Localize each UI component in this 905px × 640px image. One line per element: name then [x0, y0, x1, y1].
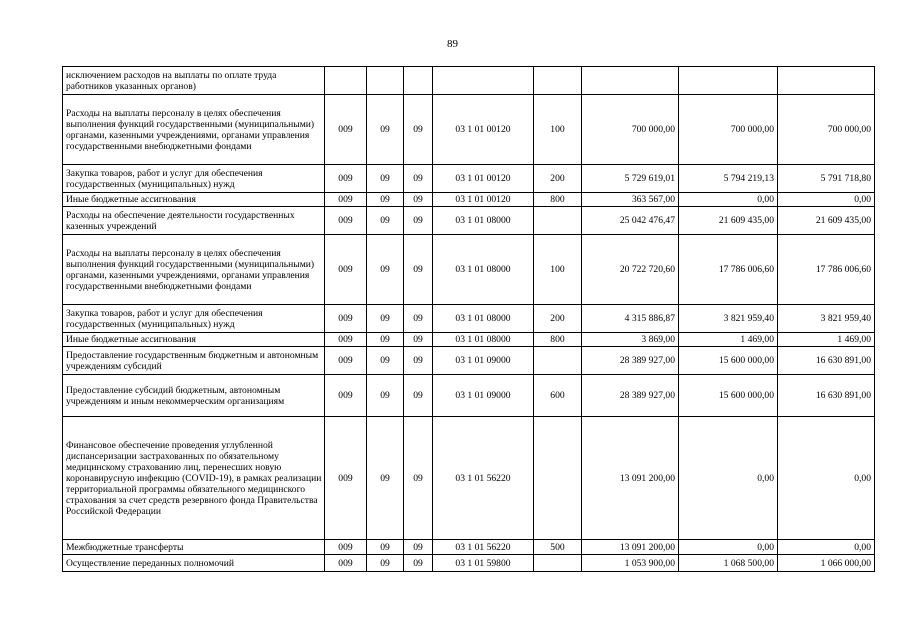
table-row	[63, 207, 875, 235]
subsection-code-cell: 09	[404, 347, 433, 375]
subsection-code-cell	[404, 67, 433, 95]
ministry-code-cell: 009	[325, 305, 367, 333]
amount-year3-cell: 17 786 006,60	[778, 235, 875, 305]
expense-name-cell: Предоставление субсидий бюджетным, автономным учреждениям и иным некоммерческим организациям	[63, 375, 325, 417]
amount-year3-cell: 700 000,00	[778, 95, 875, 165]
target-article-cell: 03 1 01 08000	[433, 235, 534, 305]
expense-name-cell: Финансовое обеспечение проведения углубленной диспансеризации застрахованных по обязательному медицинскому страхованию лиц, перенесших новую коронавирусную инфекцию (COVID-19), в рамках реализации территориальной программы обязательного медицинского страхования за счет средств резервного фонда Правительства Российской Федерации	[63, 417, 325, 540]
section-code-cell: 09	[367, 193, 404, 207]
amount-year2-cell: 0,00	[679, 193, 778, 207]
expense-name-cell: Закупка товаров, работ и услуг для обеспечения государственных (муниципальных) нужд	[63, 165, 325, 193]
section-code-cell: 09	[367, 333, 404, 347]
budget-table-body	[63, 67, 875, 572]
amount-year1-cell: 28 389 927,00	[582, 347, 679, 375]
expense-type-cell: 800	[534, 333, 582, 347]
amount-year3-cell: 5 791 718,80	[778, 165, 875, 193]
amount-year3-cell: 3 821 959,40	[778, 305, 875, 333]
subsection-code-cell: 09	[404, 207, 433, 235]
amount-year1-cell: 363 567,00	[582, 193, 679, 207]
amount-year1-cell: 700 000,00	[582, 95, 679, 165]
ministry-code-cell: 009	[325, 95, 367, 165]
amount-year3-cell: 16 630 891,00	[778, 347, 875, 375]
section-code-cell: 09	[367, 540, 404, 555]
subsection-code-cell: 09	[404, 540, 433, 555]
target-article-cell: 03 1 01 00120	[433, 165, 534, 193]
table-row	[63, 235, 875, 305]
subsection-code-cell: 09	[404, 95, 433, 165]
budget-table	[62, 66, 875, 572]
amount-year3-cell: 1 469,00	[778, 333, 875, 347]
table-row	[63, 165, 875, 193]
section-code-cell: 09	[367, 347, 404, 375]
target-article-cell: 03 1 01 00120	[433, 193, 534, 207]
subsection-code-cell: 09	[404, 555, 433, 572]
expense-type-cell	[534, 67, 582, 95]
amount-year1-cell: 28 389 927,00	[582, 375, 679, 417]
target-article-cell: 03 1 01 56220	[433, 540, 534, 555]
amount-year1-cell: 13 091 200,00	[582, 417, 679, 540]
section-code-cell	[367, 67, 404, 95]
table-row	[63, 305, 875, 333]
table-row	[63, 375, 875, 417]
expense-type-cell: 200	[534, 165, 582, 193]
subsection-code-cell: 09	[404, 193, 433, 207]
amount-year3-cell: 0,00	[778, 193, 875, 207]
amount-year2-cell: 0,00	[679, 417, 778, 540]
amount-year3-cell: 16 630 891,00	[778, 375, 875, 417]
amount-year2-cell: 17 786 006,60	[679, 235, 778, 305]
amount-year1-cell: 13 091 200,00	[582, 540, 679, 555]
amount-year3-cell	[778, 67, 875, 95]
expense-name-cell: исключением расходов на выплаты по оплате труда работников указанных органов)	[63, 67, 325, 95]
amount-year1-cell: 5 729 619,01	[582, 165, 679, 193]
table-row	[63, 67, 875, 95]
table-row	[63, 347, 875, 375]
ministry-code-cell: 009	[325, 417, 367, 540]
section-code-cell: 09	[367, 305, 404, 333]
amount-year2-cell: 15 600 000,00	[679, 375, 778, 417]
expense-type-cell: 200	[534, 305, 582, 333]
expense-type-cell	[534, 417, 582, 540]
expense-name-cell: Межбюджетные трансферты	[63, 540, 325, 555]
amount-year1-cell: 3 869,00	[582, 333, 679, 347]
target-article-cell	[433, 67, 534, 95]
amount-year1-cell: 1 053 900,00	[582, 555, 679, 572]
expense-type-cell	[534, 555, 582, 572]
amount-year3-cell: 0,00	[778, 417, 875, 540]
expense-type-cell: 100	[534, 235, 582, 305]
amount-year2-cell: 700 000,00	[679, 95, 778, 165]
ministry-code-cell: 009	[325, 193, 367, 207]
ministry-code-cell: 009	[325, 347, 367, 375]
amount-year2-cell: 0,00	[679, 540, 778, 555]
amount-year3-cell: 1 066 000,00	[778, 555, 875, 572]
section-code-cell: 09	[367, 375, 404, 417]
expense-name-cell: Закупка товаров, работ и услуг для обеспечения государственных (муниципальных) нужд	[63, 305, 325, 333]
amount-year2-cell: 1 469,00	[679, 333, 778, 347]
amount-year2-cell	[679, 67, 778, 95]
amount-year1-cell: 25 042 476,47	[582, 207, 679, 235]
section-code-cell: 09	[367, 95, 404, 165]
ministry-code-cell: 009	[325, 207, 367, 235]
subsection-code-cell: 09	[404, 417, 433, 540]
target-article-cell: 03 1 01 08000	[433, 333, 534, 347]
amount-year3-cell: 0,00	[778, 540, 875, 555]
expense-type-cell: 500	[534, 540, 582, 555]
expense-type-cell: 100	[534, 95, 582, 165]
amount-year1-cell	[582, 67, 679, 95]
subsection-code-cell: 09	[404, 235, 433, 305]
table-row	[63, 555, 875, 572]
ministry-code-cell: 009	[325, 555, 367, 572]
section-code-cell: 09	[367, 165, 404, 193]
expense-name-cell: Расходы на выплаты персоналу в целях обеспечения выполнения функций государственными (муниципальными) органами, казенными учреждениями, органами управления государственными внебюджетными фондами	[63, 95, 325, 165]
ministry-code-cell: 009	[325, 165, 367, 193]
amount-year1-cell: 20 722 720,60	[582, 235, 679, 305]
target-article-cell: 03 1 01 56220	[433, 417, 534, 540]
amount-year2-cell: 1 068 500,00	[679, 555, 778, 572]
page-number: 89	[447, 38, 458, 50]
subsection-code-cell: 09	[404, 333, 433, 347]
amount-year2-cell: 21 609 435,00	[679, 207, 778, 235]
expense-name-cell: Осуществление переданных полномочий	[63, 555, 325, 572]
section-code-cell: 09	[367, 417, 404, 540]
table-row	[63, 540, 875, 555]
subsection-code-cell: 09	[404, 375, 433, 417]
subsection-code-cell: 09	[404, 305, 433, 333]
ministry-code-cell: 009	[325, 235, 367, 305]
expense-name-cell: Расходы на выплаты персоналу в целях обеспечения выполнения функций государственными (муниципальными) органами, казенными учреждениями, органами управления государственными внебюджетными фондами	[63, 235, 325, 305]
table-row	[63, 333, 875, 347]
target-article-cell: 03 1 01 08000	[433, 305, 534, 333]
expense-type-cell	[534, 207, 582, 235]
section-code-cell: 09	[367, 555, 404, 572]
section-code-cell: 09	[367, 235, 404, 305]
amount-year1-cell: 4 315 886,87	[582, 305, 679, 333]
expense-type-cell	[534, 347, 582, 375]
amount-year2-cell: 15 600 000,00	[679, 347, 778, 375]
expense-name-cell: Расходы на обеспечение деятельности государственных казенных учреждений	[63, 207, 325, 235]
target-article-cell: 03 1 01 00120	[433, 95, 534, 165]
ministry-code-cell	[325, 67, 367, 95]
subsection-code-cell: 09	[404, 165, 433, 193]
expense-type-cell: 600	[534, 375, 582, 417]
target-article-cell: 03 1 01 09000	[433, 375, 534, 417]
ministry-code-cell: 009	[325, 333, 367, 347]
table-row	[63, 95, 875, 165]
amount-year2-cell: 3 821 959,40	[679, 305, 778, 333]
table-row	[63, 193, 875, 207]
section-code-cell: 09	[367, 207, 404, 235]
target-article-cell: 03 1 01 09000	[433, 347, 534, 375]
expense-name-cell: Иные бюджетные ассигнования	[63, 193, 325, 207]
expense-name-cell: Иные бюджетные ассигнования	[63, 333, 325, 347]
target-article-cell: 03 1 01 59800	[433, 555, 534, 572]
expense-name-cell: Предоставление государственным бюджетным и автономным учреждениям субсидий	[63, 347, 325, 375]
expense-type-cell: 800	[534, 193, 582, 207]
amount-year2-cell: 5 794 219,13	[679, 165, 778, 193]
ministry-code-cell: 009	[325, 375, 367, 417]
amount-year3-cell: 21 609 435,00	[778, 207, 875, 235]
ministry-code-cell: 009	[325, 540, 367, 555]
table-row	[63, 417, 875, 540]
target-article-cell: 03 1 01 08000	[433, 207, 534, 235]
